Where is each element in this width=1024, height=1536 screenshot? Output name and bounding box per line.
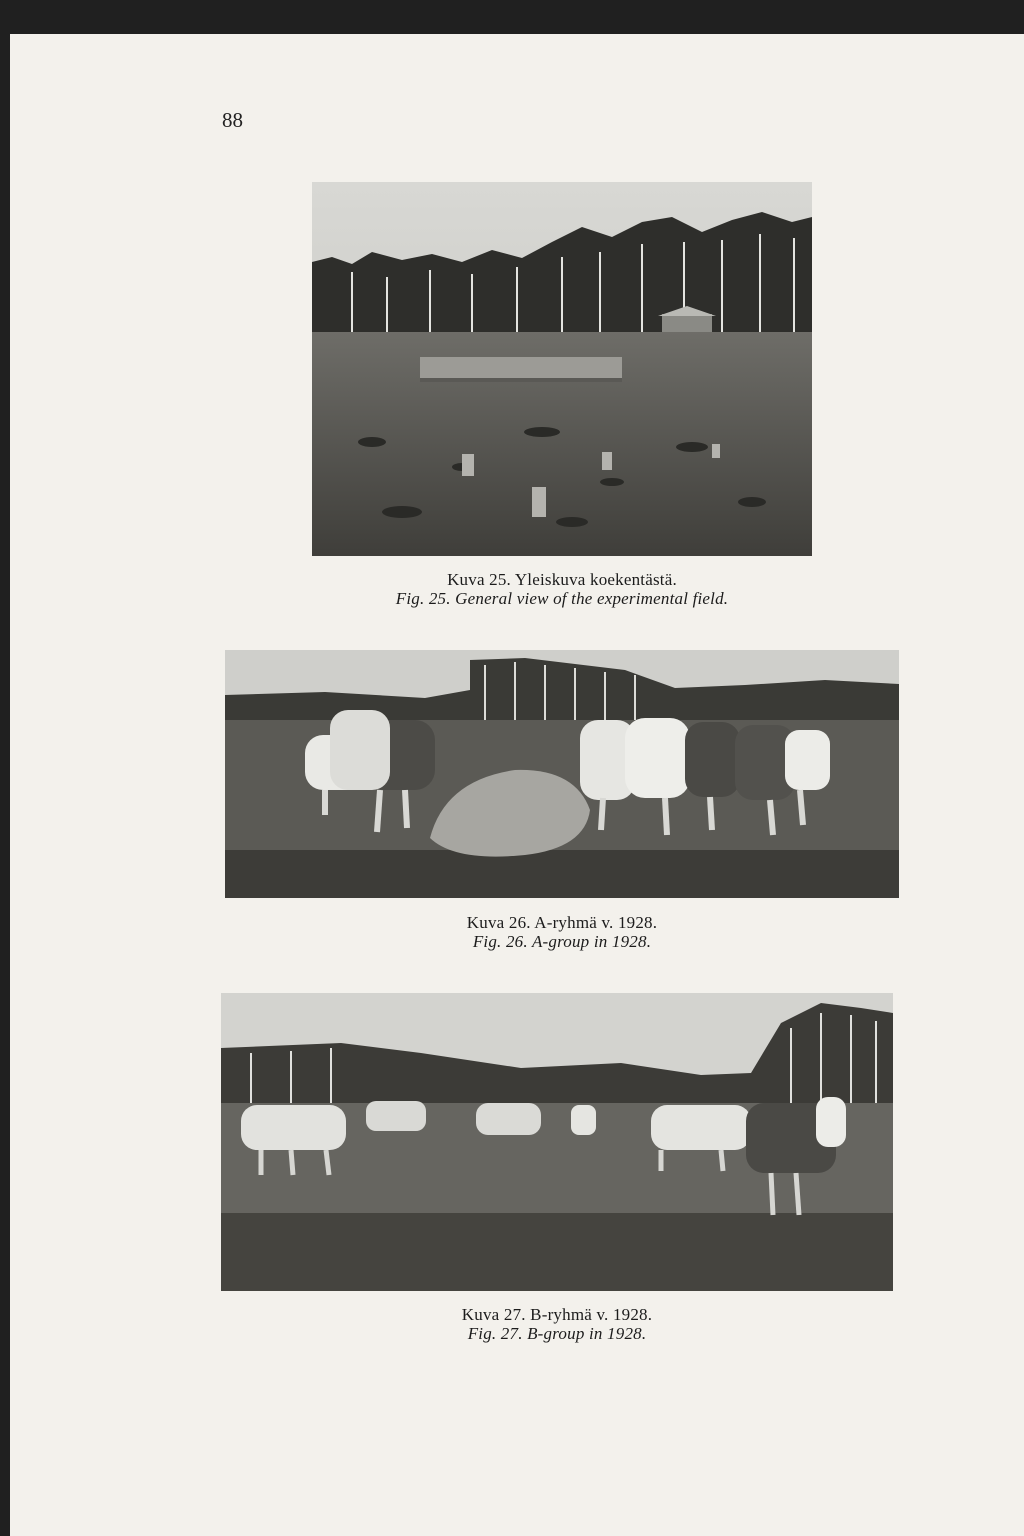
figure-26-caption-en: Fig. 26. A-group in 1928. — [472, 932, 652, 951]
figure-25-caption — [312, 570, 812, 608]
figure-27-photo — [221, 993, 893, 1291]
figure-26-caption — [225, 913, 899, 951]
figure-26-caption-fi: Kuva 26. A-ryhmä v. 1928. — [466, 913, 658, 932]
figure-26-photo — [225, 650, 899, 898]
figure-25-caption-fi: Kuva 25. Yleiskuva koekentästä. — [447, 570, 677, 589]
figure-25-photo — [312, 182, 812, 556]
page-number: 88 — [222, 108, 243, 132]
figure-25-caption-en: Fig. 25. General view of the experimental field. — [395, 589, 729, 608]
figure-27-caption-en: Fig. 27. B-group in 1928. — [467, 1324, 647, 1343]
figure-27-caption — [221, 1305, 893, 1343]
figure-27-caption-fi: Kuva 27. B-ryhmä v. 1928. — [461, 1305, 653, 1324]
